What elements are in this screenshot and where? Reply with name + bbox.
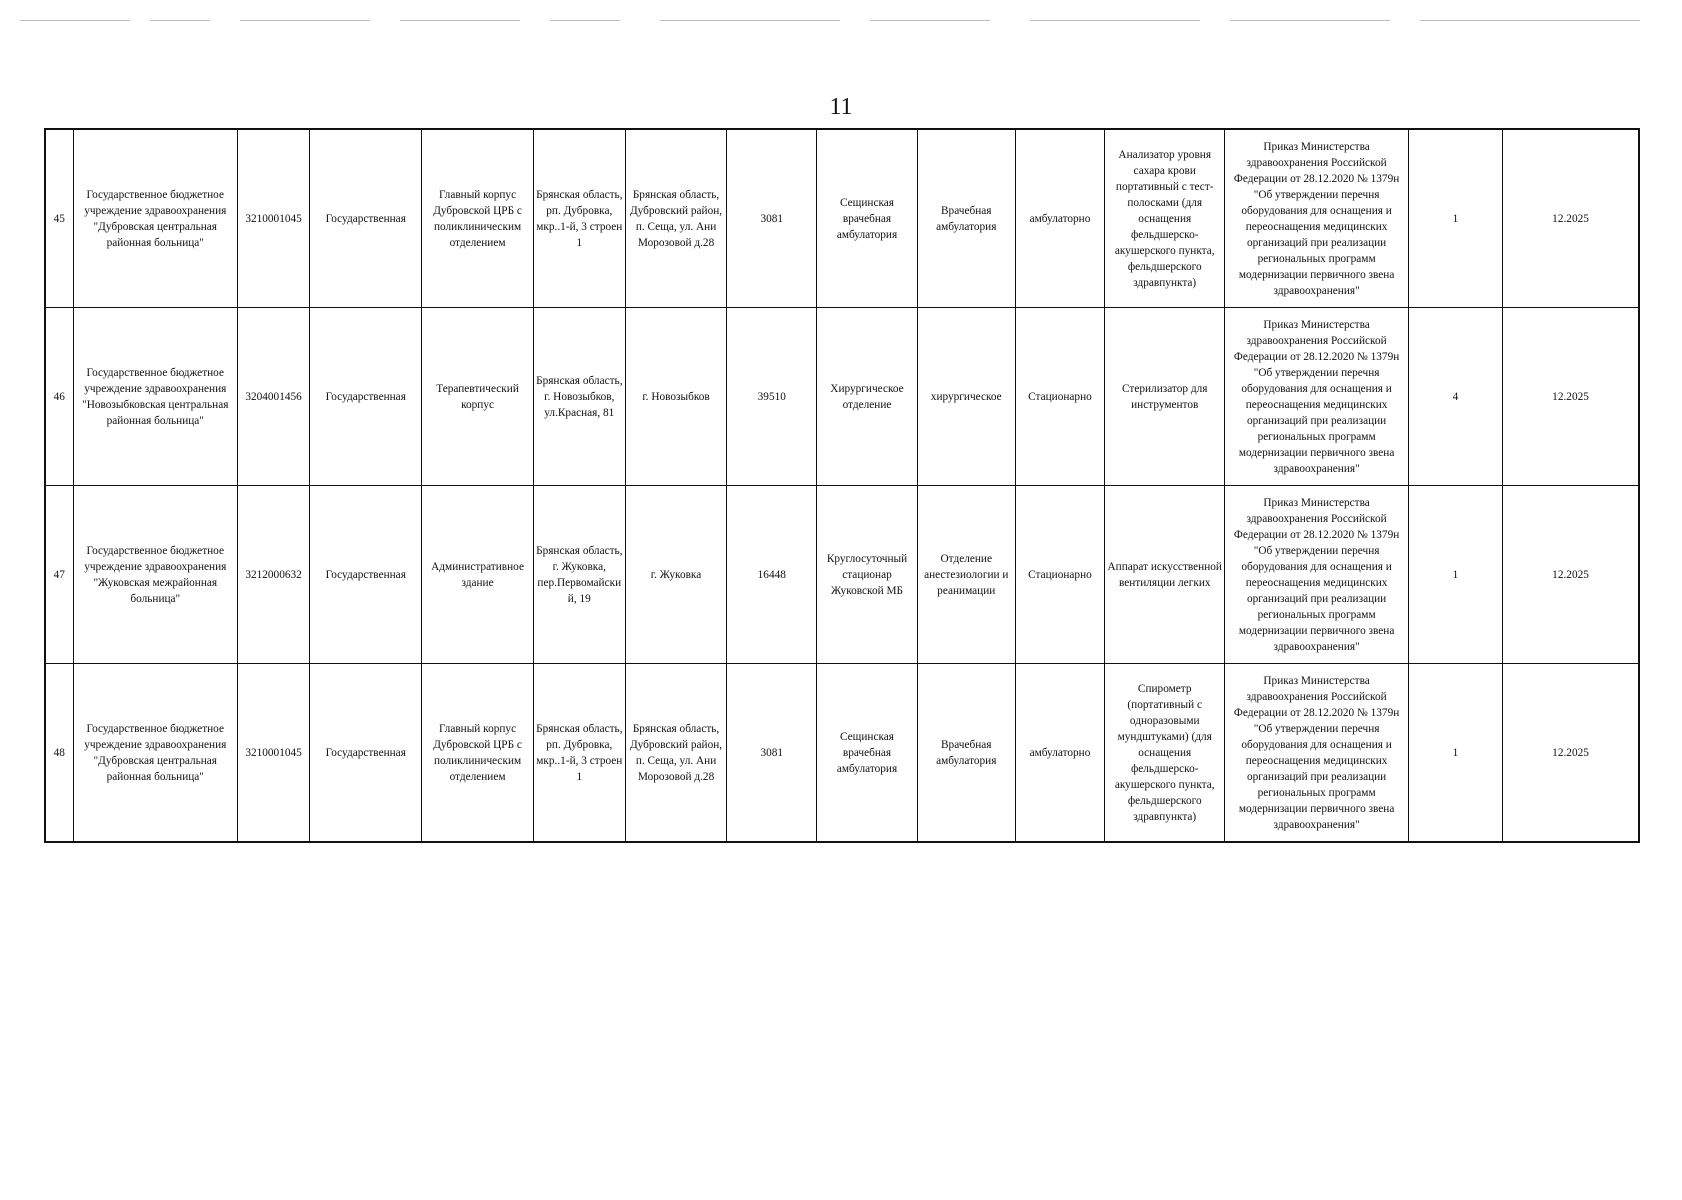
quantity-cell: 1 (1408, 664, 1502, 843)
date-cell: 12.2025 (1503, 308, 1639, 486)
date-cell: 12.2025 (1503, 664, 1639, 843)
table-row (45, 664, 1639, 843)
ownership-cell: Государственная (310, 486, 422, 664)
equipment-cell: Аппарат искусственной вентиляции легких (1105, 486, 1225, 664)
department-cell: Врачебная амбулатория (917, 129, 1015, 308)
date-cell: 12.2025 (1503, 486, 1639, 664)
quantity-cell: 1 (1408, 486, 1502, 664)
row-number-cell: 47 (45, 486, 73, 664)
department-cell: хирургическое (917, 308, 1015, 486)
quantity-cell: 1 (1408, 129, 1502, 308)
building-cell: Главный корпус Дубровской ЦРБ с поликлиническим отделением (422, 664, 533, 843)
building-address-cell: Брянская область, рп. Дубровка, мкр..1-й, 3 строен 1 (533, 664, 625, 843)
code-cell: 3081 (727, 664, 817, 843)
scan-edge-artifact (0, 14, 1682, 24)
ownership-cell: Государственная (310, 664, 422, 843)
inn-cell: 3212000632 (237, 486, 309, 664)
page-number: 11 (829, 94, 853, 120)
table-row (45, 129, 1639, 308)
order-cell: Приказ Министерства здравоохранения Российской Федерации от 28.12.2020 № 1379н "Об утверждении перечня оборудования для оснащения и переоснащения медицинских организаций при реализации региональных программ модернизации первичного звена здравоохранения" (1225, 308, 1408, 486)
department-cell: Отделение анестезиологии и реанимации (917, 486, 1015, 664)
row-number-cell: 45 (45, 129, 73, 308)
institution-cell: Государственное бюджетное учреждение здравоохранения "Дубровская центральная районная больница" (73, 664, 237, 843)
institution-cell: Государственное бюджетное учреждение здравоохранения "Жуковская межрайонная больница" (73, 486, 237, 664)
department-cell: Врачебная амбулатория (917, 664, 1015, 843)
unit-cell: Сещинская врачебная амбулатория (817, 664, 917, 843)
unit-address-cell: г. Жуковка (625, 486, 726, 664)
ownership-cell: Государственная (310, 308, 422, 486)
building-address-cell: Брянская область, рп. Дубровка, мкр..1-й, 3 строен 1 (533, 129, 625, 308)
building-cell: Терапевтический корпус (422, 308, 533, 486)
care-form-cell: Стационарно (1015, 308, 1104, 486)
unit-address-cell: Брянская область, Дубровский район, п. Сеща, ул. Ани Морозовой д.28 (625, 664, 726, 843)
table-row (45, 486, 1639, 664)
date-cell: 12.2025 (1503, 129, 1639, 308)
care-form-cell: амбулаторно (1015, 664, 1104, 843)
table-row (45, 308, 1639, 486)
inn-cell: 3210001045 (237, 129, 309, 308)
row-number-cell: 46 (45, 308, 73, 486)
building-address-cell: Брянская область, г. Новозыбков, ул.Красная, 81 (533, 308, 625, 486)
institution-cell: Государственное бюджетное учреждение здравоохранения "Дубровская центральная районная больница" (73, 129, 237, 308)
building-cell: Административное здание (422, 486, 533, 664)
equipment-table (44, 128, 1640, 843)
row-number-cell: 48 (45, 664, 73, 843)
order-cell: Приказ Министерства здравоохранения Российской Федерации от 28.12.2020 № 1379н "Об утверждении перечня оборудования для оснащения и переоснащения медицинских организаций при реализации региональных программ модернизации первичного звена здравоохранения" (1225, 486, 1408, 664)
inn-cell: 3204001456 (237, 308, 309, 486)
unit-cell: Круглосуточный стационар Жуковской МБ (817, 486, 917, 664)
care-form-cell: амбулаторно (1015, 129, 1104, 308)
equipment-cell: Анализатор уровня сахара крови портативный с тест-полосками (для оснащения фельдшерско-акушерского пункта, фельдшерского здравпункта) (1105, 129, 1225, 308)
code-cell: 39510 (727, 308, 817, 486)
institution-cell: Государственное бюджетное учреждение здравоохранения "Новозыбковская центральная районная больница" (73, 308, 237, 486)
unit-cell: Сещинская врачебная амбулатория (817, 129, 917, 308)
unit-cell: Хирургическое отделение (817, 308, 917, 486)
building-cell: Главный корпус Дубровской ЦРБ с поликлиническим отделением (422, 129, 533, 308)
code-cell: 3081 (727, 129, 817, 308)
ownership-cell: Государственная (310, 129, 422, 308)
code-cell: 16448 (727, 486, 817, 664)
building-address-cell: Брянская область, г. Жуковка, пер.Первомайский, 19 (533, 486, 625, 664)
equipment-cell: Спирометр (портативный с одноразовыми мундштуками) (для оснащения фельдшерско-акушерского пункта, фельдшерского здравпункта) (1105, 664, 1225, 843)
quantity-cell: 4 (1408, 308, 1502, 486)
care-form-cell: Стационарно (1015, 486, 1104, 664)
order-cell: Приказ Министерства здравоохранения Российской Федерации от 28.12.2020 № 1379н "Об утверждении перечня оборудования для оснащения и переоснащения медицинских организаций при реализации региональных программ модернизации первичного звена здравоохранения" (1225, 129, 1408, 308)
unit-address-cell: г. Новозыбков (625, 308, 726, 486)
order-cell: Приказ Министерства здравоохранения Российской Федерации от 28.12.2020 № 1379н "Об утверждении перечня оборудования для оснащения и переоснащения медицинских организаций при реализации региональных программ модернизации первичного звена здравоохранения" (1225, 664, 1408, 843)
inn-cell: 3210001045 (237, 664, 309, 843)
unit-address-cell: Брянская область, Дубровский район, п. Сеща, ул. Ани Морозовой д.28 (625, 129, 726, 308)
table-body (45, 129, 1639, 842)
equipment-cell: Стерилизатор для инструментов (1105, 308, 1225, 486)
